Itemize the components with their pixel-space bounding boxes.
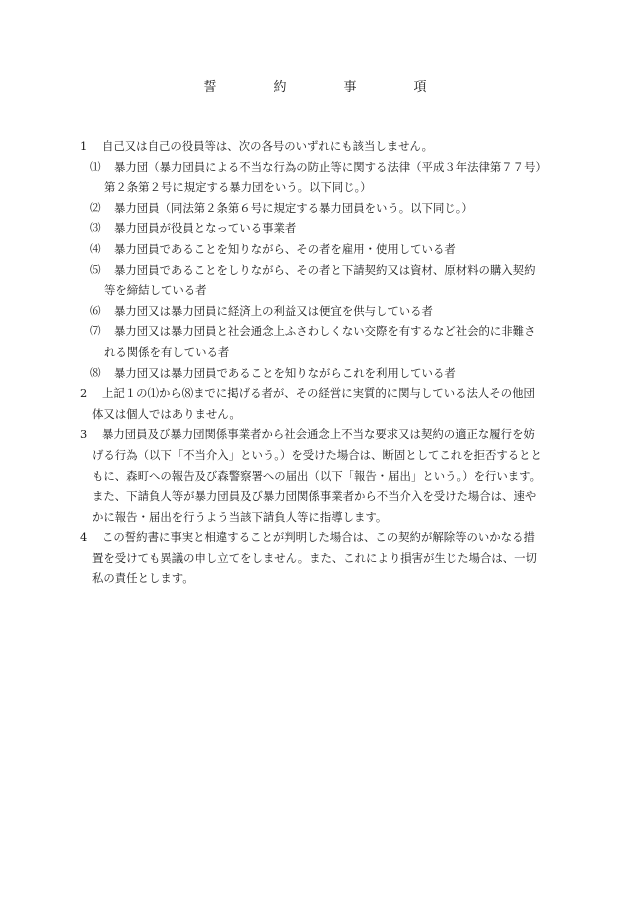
sub-clause-text-line: 暴力団（暴力団員による不当な行為の防止等に関する法律（平成３年法律第７７号） <box>114 159 547 174</box>
sub-clause-7 <box>80 321 570 362</box>
clause-text-line: げる行為（以下「不当介入」という。）を受けた場合は、断固としてこれを拒否するとと <box>92 447 542 462</box>
sub-clause-number: ⑶ <box>90 222 101 235</box>
sub-clause-text-line: 暴力団員（同法第２条第６号に規定する暴力団員をいう。以下同じ。） <box>114 200 473 215</box>
clause-text-line: 私の責任とします。 <box>92 571 194 586</box>
sub-clause-text-line: 暴力団又は暴力団員に経済上の利益又は便宜を供与している者 <box>114 303 433 318</box>
sub-clause-number: ⑴ <box>90 160 101 173</box>
clause-text-line: もに、森町への報告及び森警察署への届出（以下「報告・届出」という。）を行います。 <box>92 468 542 483</box>
sub-clause-text-line: 第２条第２号に規定する暴力団をいう。以下同じ。） <box>104 180 372 195</box>
clause-number: 3 <box>80 427 88 442</box>
clause-4 <box>80 527 570 589</box>
sub-clause-3 <box>80 218 570 239</box>
sub-clause-text-line: 暴力団又は暴力団員と社会通念上ふさわしくない交際を有するなど社会的に非難さ <box>114 324 536 339</box>
clause-number: 4 <box>80 530 88 545</box>
clause-2 <box>80 383 570 424</box>
sub-clause-2 <box>80 198 570 219</box>
sub-clause-text-line: れる関係を有している者 <box>104 344 230 359</box>
page-title: 誓 約 事 項 <box>203 80 449 95</box>
clause-text-line: かに報告・届出を行うよう当該下請負人等に指導します。 <box>92 509 388 524</box>
clause-text-line: また、下請負人等が暴力団員及び暴力団関係事業者から不当介入を受けた場合は、速や <box>92 489 537 504</box>
clause-1 <box>80 136 570 157</box>
sub-clause-number: ⑻ <box>90 366 101 379</box>
sub-clause-text-line: 暴力団又は暴力団員であることを知りながらこれを利用している者 <box>114 365 456 380</box>
clause-text-line: 上記１の⑴から⑻までに掲げる者が、その経営に実質的に関与している法人その他団 <box>102 386 535 401</box>
sub-clause-number: ⑵ <box>90 201 101 214</box>
clause-text-line: 自己又は自己の役員等は、次の各号のいずれにも該当しません。 <box>102 139 434 153</box>
sub-clause-1 <box>80 157 570 198</box>
sub-clause-number: ⑹ <box>90 304 101 317</box>
clause-text-line: 体又は個人ではありません。 <box>92 406 241 421</box>
sub-clause-number: ⑺ <box>90 325 101 338</box>
document-body <box>80 136 570 589</box>
clause-3 <box>80 424 570 527</box>
sub-clause-5 <box>80 260 570 301</box>
clause-number: 2 <box>80 386 88 401</box>
clause-number: 1 <box>80 139 88 153</box>
sub-clause-text-line: 暴力団員であることをしりながら、その者と下請契約又は資材、原材料の購入契約 <box>114 262 536 277</box>
sub-clause-8 <box>80 363 570 384</box>
sub-clause-number: ⑷ <box>90 242 101 255</box>
sub-clause-4 <box>80 239 570 260</box>
sub-clause-6 <box>80 301 570 322</box>
sub-clause-number: ⑸ <box>90 263 101 276</box>
clause-text-line: この誓約書に事実と相違することが判明した場合は、この契約が解除等のいかなる措 <box>102 530 535 545</box>
sub-clause-text-line: 暴力団員が役員となっている事業者 <box>114 221 297 236</box>
clause-text-line: 暴力団員及び暴力団関係事業者から社会通念上不当な要求又は契約の適正な履行を妨 <box>102 427 535 442</box>
sub-clause-text-line: 等を締結している者 <box>104 283 207 298</box>
sub-clause-text-line: 暴力団員であることを知りながら、その者を雇用・使用している者 <box>114 241 456 256</box>
clause-text-line: 置を受けても異議の申し立てをしません。また、これにより損害が生じた場合は、一切 <box>92 550 537 565</box>
